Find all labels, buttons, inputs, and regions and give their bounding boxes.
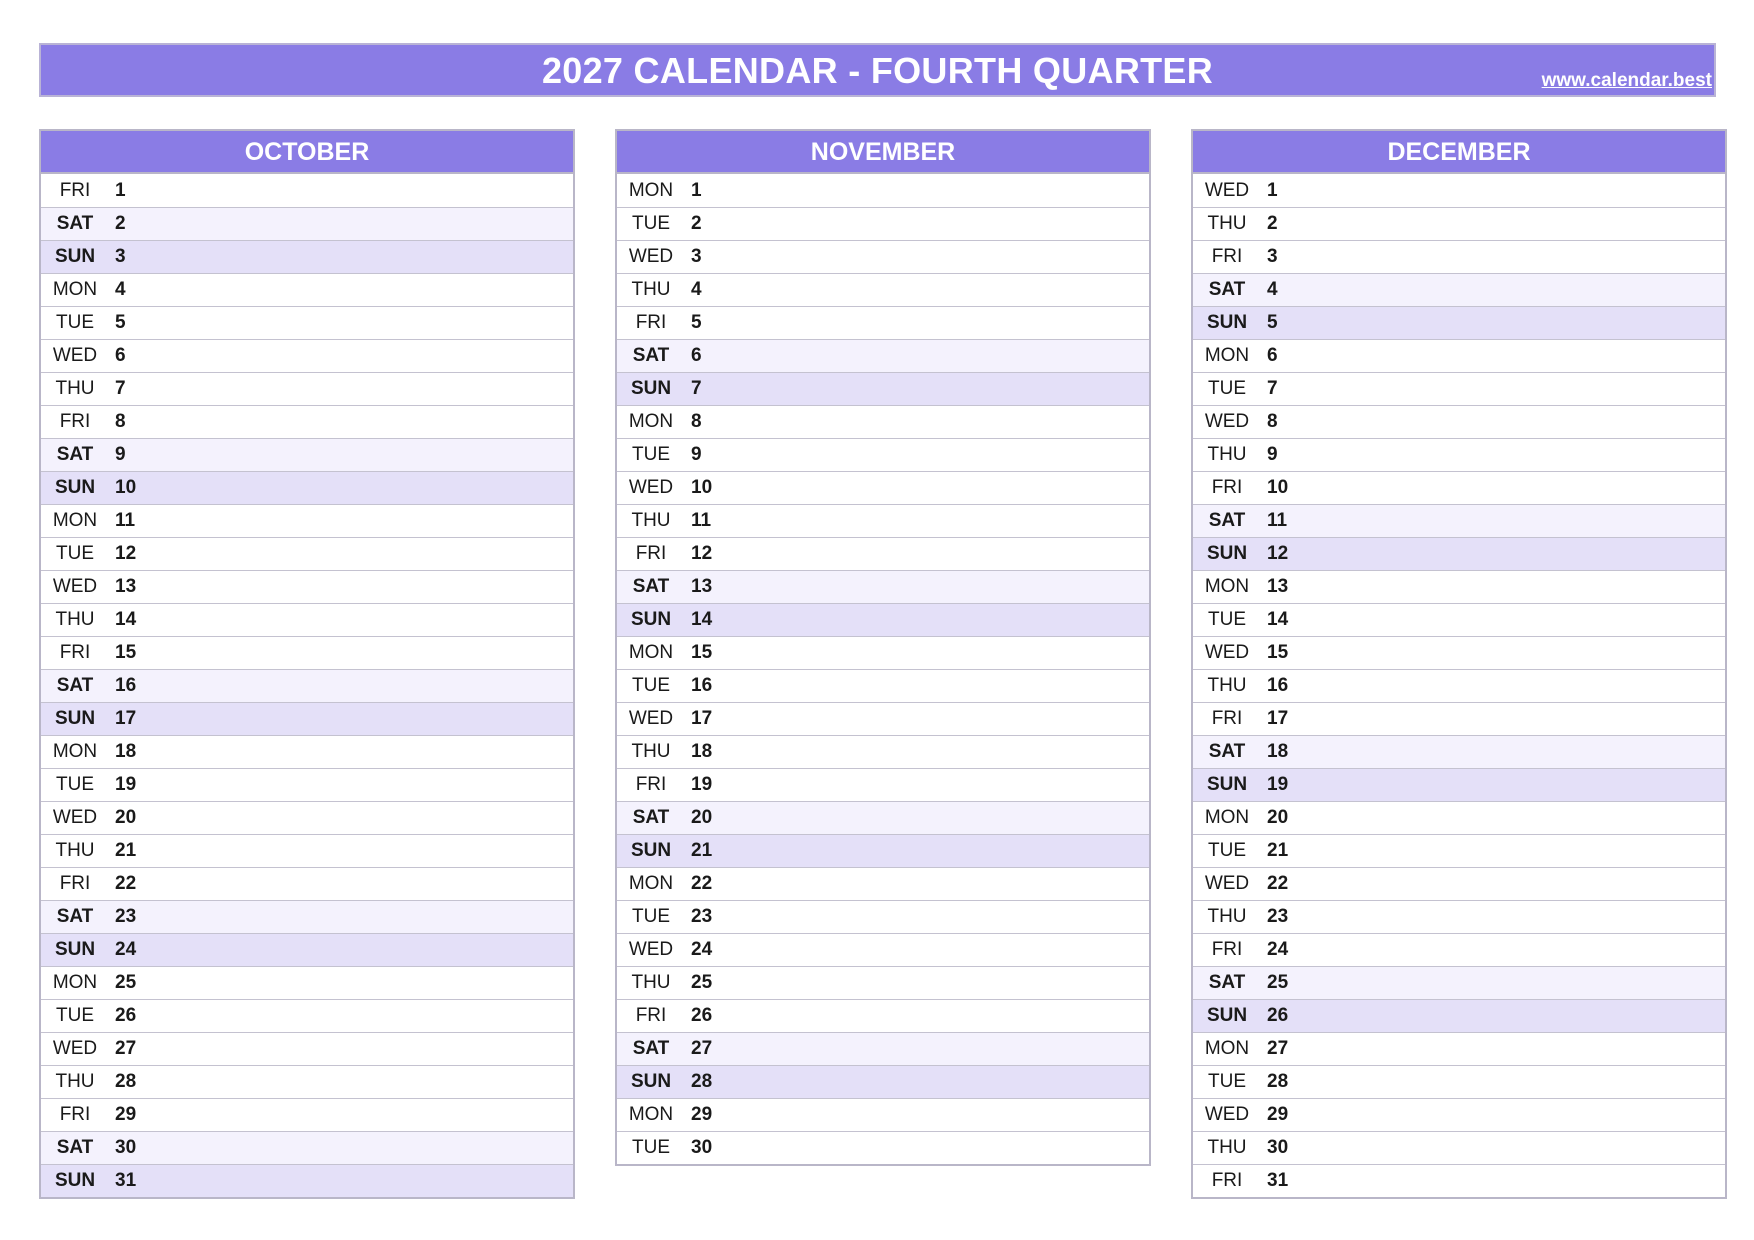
day-of-week: FRI	[1211, 477, 1243, 498]
day-row	[41, 966, 573, 999]
day-of-week: SAT	[632, 807, 670, 828]
day-number: 23	[115, 906, 137, 927]
day-number: 9	[1267, 444, 1278, 465]
day-of-week: FRI	[1211, 1170, 1243, 1191]
day-of-week: SUN	[1206, 1005, 1248, 1026]
day-number: 21	[691, 840, 713, 861]
day-row	[41, 801, 573, 834]
day-of-week: SUN	[630, 609, 672, 630]
day-number: 27	[1267, 1038, 1289, 1059]
day-of-week: SUN	[630, 1071, 672, 1092]
day-of-week: TUE	[1208, 378, 1246, 399]
day-row	[1193, 504, 1725, 537]
day-row	[617, 240, 1149, 273]
day-number: 10	[1267, 477, 1289, 498]
day-number: 30	[691, 1137, 713, 1158]
day-of-week: MON	[1204, 1038, 1250, 1059]
day-row	[41, 174, 573, 207]
month-header: OCTOBER	[41, 131, 573, 174]
day-of-week: SAT	[56, 213, 94, 234]
day-row	[1193, 1032, 1725, 1065]
day-row	[1193, 834, 1725, 867]
day-row	[41, 1131, 573, 1164]
day-of-week: WED	[628, 246, 674, 267]
day-of-week: THU	[1207, 1137, 1247, 1158]
day-row	[617, 438, 1149, 471]
day-number: 12	[115, 543, 137, 564]
day-number: 5	[1267, 312, 1278, 333]
day-of-week: MON	[628, 873, 674, 894]
day-number: 23	[691, 906, 713, 927]
website-link[interactable]: www.calendar.best	[1541, 70, 1712, 91]
month-column-october	[39, 129, 575, 1199]
day-of-week: SAT	[1208, 279, 1246, 300]
day-of-week: THU	[1207, 906, 1247, 927]
day-of-week: WED	[1204, 873, 1250, 894]
day-row	[617, 900, 1149, 933]
day-of-week: MON	[628, 179, 674, 201]
day-of-week: WED	[628, 708, 674, 729]
day-number: 30	[115, 1137, 137, 1158]
day-of-week: WED	[1204, 642, 1250, 663]
day-row	[41, 1098, 573, 1131]
day-row	[1193, 966, 1725, 999]
day-number: 8	[1267, 411, 1278, 432]
day-number: 20	[115, 807, 137, 828]
day-number: 8	[115, 411, 126, 432]
day-of-week: SAT	[632, 1038, 670, 1059]
day-number: 9	[691, 444, 702, 465]
day-of-week: TUE	[1208, 1071, 1246, 1092]
day-row	[41, 867, 573, 900]
day-row	[41, 933, 573, 966]
day-row	[1193, 702, 1725, 735]
day-list	[41, 174, 573, 1197]
day-row	[617, 405, 1149, 438]
day-row	[1193, 240, 1725, 273]
day-row	[41, 702, 573, 735]
day-of-week: SUN	[54, 939, 96, 960]
day-row	[41, 834, 573, 867]
day-number: 22	[115, 873, 137, 894]
day-of-week: MON	[52, 279, 98, 300]
day-of-week: MON	[1204, 345, 1250, 366]
day-number: 11	[1267, 510, 1288, 531]
day-row	[617, 735, 1149, 768]
day-of-week: SAT	[56, 906, 94, 927]
day-number: 6	[691, 345, 702, 366]
day-of-week: WED	[1204, 411, 1250, 432]
day-row	[1193, 636, 1725, 669]
day-number: 5	[691, 312, 702, 333]
day-of-week: TUE	[56, 1005, 94, 1026]
day-row	[617, 768, 1149, 801]
day-row	[41, 504, 573, 537]
day-number: 19	[115, 774, 137, 795]
day-number: 31	[115, 1170, 137, 1191]
day-number: 22	[1267, 873, 1289, 894]
day-number: 20	[691, 807, 713, 828]
day-row	[1193, 405, 1725, 438]
day-of-week: SAT	[56, 675, 94, 696]
day-number: 7	[691, 378, 702, 399]
month-column-december	[1191, 129, 1727, 1199]
day-number: 17	[115, 708, 137, 729]
day-number: 28	[115, 1071, 137, 1092]
day-number: 1	[1267, 179, 1278, 201]
day-number: 29	[691, 1104, 713, 1125]
day-number: 15	[115, 642, 137, 663]
day-number: 19	[691, 774, 713, 795]
day-of-week: SAT	[632, 345, 670, 366]
day-of-week: SUN	[54, 246, 96, 267]
day-row	[1193, 867, 1725, 900]
day-number: 28	[1267, 1071, 1289, 1092]
day-row	[617, 867, 1149, 900]
day-number: 5	[115, 312, 126, 333]
day-row	[41, 1032, 573, 1065]
day-row	[617, 207, 1149, 240]
day-of-week: THU	[1207, 213, 1247, 234]
day-row	[617, 471, 1149, 504]
day-row	[1193, 900, 1725, 933]
day-row	[617, 834, 1149, 867]
day-of-week: THU	[1207, 675, 1247, 696]
day-row	[1193, 801, 1725, 834]
month-header: DECEMBER	[1193, 131, 1725, 174]
day-of-week: SUN	[630, 378, 672, 399]
day-of-week: MON	[52, 510, 98, 531]
day-row	[617, 537, 1149, 570]
day-row	[1193, 735, 1725, 768]
day-of-week: THU	[55, 1071, 95, 1092]
day-number: 25	[1267, 972, 1289, 993]
day-of-week: SAT	[1208, 972, 1246, 993]
day-of-week: MON	[52, 741, 98, 762]
day-number: 29	[1267, 1104, 1289, 1125]
day-number: 31	[1267, 1170, 1289, 1191]
day-row	[41, 1065, 573, 1098]
day-row	[1193, 537, 1725, 570]
day-row	[41, 240, 573, 273]
day-of-week: SUN	[630, 840, 672, 861]
day-row	[617, 372, 1149, 405]
day-number: 26	[691, 1005, 713, 1026]
day-row	[1193, 768, 1725, 801]
day-number: 23	[1267, 906, 1289, 927]
day-row	[617, 933, 1149, 966]
day-of-week: WED	[628, 939, 674, 960]
day-number: 22	[691, 873, 713, 894]
day-list	[617, 174, 1149, 1164]
day-of-week: SUN	[1206, 543, 1248, 564]
day-of-week: MON	[628, 642, 674, 663]
day-of-week: SUN	[1206, 312, 1248, 333]
day-number: 28	[691, 1071, 713, 1092]
day-number: 24	[691, 939, 713, 960]
day-row	[1193, 1098, 1725, 1131]
day-number: 30	[1267, 1137, 1289, 1158]
day-of-week: WED	[52, 1038, 98, 1059]
day-of-week: FRI	[1211, 939, 1243, 960]
day-row	[41, 669, 573, 702]
day-row	[617, 273, 1149, 306]
day-number: 19	[1267, 774, 1289, 795]
day-row	[617, 999, 1149, 1032]
day-number: 1	[115, 179, 126, 201]
day-row	[41, 570, 573, 603]
day-number: 6	[115, 345, 126, 366]
day-of-week: FRI	[635, 312, 667, 333]
day-of-week: SUN	[54, 477, 96, 498]
day-number: 4	[691, 279, 702, 300]
day-row	[1193, 1131, 1725, 1164]
day-row	[617, 966, 1149, 999]
day-of-week: THU	[631, 741, 671, 762]
day-row	[41, 636, 573, 669]
day-number: 25	[691, 972, 713, 993]
day-list	[1193, 174, 1725, 1197]
day-row	[41, 438, 573, 471]
day-number: 2	[691, 213, 702, 234]
day-number: 10	[115, 477, 137, 498]
day-of-week: FRI	[1211, 246, 1243, 267]
day-number: 13	[1267, 576, 1289, 597]
day-number: 1	[691, 179, 702, 201]
day-row	[617, 603, 1149, 636]
month-column-november	[615, 129, 1151, 1166]
day-row	[1193, 1065, 1725, 1098]
day-row	[41, 471, 573, 504]
day-row	[1193, 273, 1725, 306]
day-of-week: THU	[631, 510, 671, 531]
day-of-week: TUE	[1208, 609, 1246, 630]
day-number: 15	[691, 642, 713, 663]
day-number: 10	[691, 477, 713, 498]
day-row	[1193, 207, 1725, 240]
day-row	[617, 702, 1149, 735]
day-row	[617, 1098, 1149, 1131]
day-number: 8	[691, 411, 702, 432]
day-number: 17	[1267, 708, 1289, 729]
day-number: 7	[1267, 378, 1278, 399]
day-number: 27	[691, 1038, 713, 1059]
day-row	[41, 306, 573, 339]
day-row	[41, 999, 573, 1032]
day-of-week: FRI	[59, 411, 91, 432]
day-number: 13	[115, 576, 137, 597]
page-title: 2027 CALENDAR - FOURTH QUARTER	[541, 50, 1214, 91]
day-number: 2	[115, 213, 126, 234]
day-of-week: THU	[1207, 444, 1247, 465]
day-of-week: FRI	[635, 774, 667, 795]
day-of-week: TUE	[632, 444, 670, 465]
day-number: 24	[115, 939, 137, 960]
day-number: 3	[115, 246, 126, 267]
day-of-week: TUE	[1208, 840, 1246, 861]
day-of-week: MON	[1204, 807, 1250, 828]
day-number: 27	[115, 1038, 137, 1059]
day-of-week: MON	[1204, 576, 1250, 597]
day-number: 20	[1267, 807, 1289, 828]
day-of-week: WED	[628, 477, 674, 498]
day-number: 3	[691, 246, 702, 267]
day-row	[617, 801, 1149, 834]
day-row	[1193, 471, 1725, 504]
day-number: 25	[115, 972, 137, 993]
day-of-week: SAT	[1208, 510, 1246, 531]
day-row	[617, 1131, 1149, 1164]
day-number: 13	[691, 576, 713, 597]
title-banner	[39, 43, 1716, 97]
day-row	[1193, 339, 1725, 372]
day-number: 11	[691, 510, 712, 531]
day-of-week: MON	[628, 1104, 674, 1125]
day-of-week: FRI	[59, 642, 91, 663]
day-row	[1193, 438, 1725, 471]
day-row	[41, 372, 573, 405]
day-number: 14	[1267, 609, 1289, 630]
day-of-week: MON	[52, 972, 98, 993]
day-of-week: FRI	[635, 543, 667, 564]
day-number: 14	[115, 609, 137, 630]
day-row	[41, 735, 573, 768]
day-number: 26	[1267, 1005, 1289, 1026]
day-of-week: THU	[631, 279, 671, 300]
day-number: 4	[115, 279, 126, 300]
day-number: 11	[115, 510, 136, 531]
day-row	[1193, 1164, 1725, 1197]
day-row	[617, 306, 1149, 339]
day-of-week: THU	[631, 972, 671, 993]
day-row	[617, 1065, 1149, 1098]
day-of-week: WED	[1204, 179, 1250, 201]
day-of-week: SUN	[54, 708, 96, 729]
day-row	[41, 603, 573, 636]
day-number: 12	[1267, 543, 1289, 564]
day-row	[1193, 999, 1725, 1032]
day-row	[41, 900, 573, 933]
day-number: 16	[115, 675, 137, 696]
day-of-week: SAT	[1208, 741, 1246, 762]
day-of-week: FRI	[59, 1104, 91, 1125]
day-row	[617, 339, 1149, 372]
day-number: 18	[115, 741, 137, 762]
day-of-week: FRI	[1211, 708, 1243, 729]
day-row	[1193, 603, 1725, 636]
day-of-week: TUE	[632, 906, 670, 927]
day-row	[41, 537, 573, 570]
day-row	[41, 1164, 573, 1197]
day-number: 3	[1267, 246, 1278, 267]
day-of-week: THU	[55, 840, 95, 861]
day-number: 26	[115, 1005, 137, 1026]
day-row	[1193, 174, 1725, 207]
day-number: 18	[1267, 741, 1289, 762]
day-of-week: WED	[52, 345, 98, 366]
day-number: 21	[115, 840, 137, 861]
day-number: 18	[691, 741, 713, 762]
day-row	[41, 207, 573, 240]
day-row	[617, 504, 1149, 537]
day-number: 14	[691, 609, 713, 630]
day-number: 2	[1267, 213, 1278, 234]
day-of-week: SAT	[56, 444, 94, 465]
day-of-week: WED	[52, 807, 98, 828]
day-row	[1193, 306, 1725, 339]
day-number: 21	[1267, 840, 1289, 861]
day-row	[617, 636, 1149, 669]
day-row	[617, 669, 1149, 702]
day-number: 9	[115, 444, 126, 465]
day-number: 24	[1267, 939, 1289, 960]
day-of-week: TUE	[56, 312, 94, 333]
day-row	[41, 339, 573, 372]
day-of-week: TUE	[56, 774, 94, 795]
day-number: 29	[115, 1104, 137, 1125]
day-of-week: MON	[628, 411, 674, 432]
day-number: 7	[115, 378, 126, 399]
day-of-week: SAT	[632, 576, 670, 597]
day-row	[41, 405, 573, 438]
day-row	[41, 768, 573, 801]
day-row	[1193, 669, 1725, 702]
day-number: 4	[1267, 279, 1278, 300]
day-of-week: FRI	[59, 873, 91, 894]
day-of-week: TUE	[632, 1137, 670, 1158]
day-number: 12	[691, 543, 713, 564]
day-of-week: FRI	[59, 179, 91, 201]
day-row	[1193, 933, 1725, 966]
day-of-week: SUN	[1206, 774, 1248, 795]
day-row	[1193, 372, 1725, 405]
day-of-week: THU	[55, 609, 95, 630]
day-of-week: THU	[55, 378, 95, 399]
day-of-week: SUN	[54, 1170, 96, 1191]
day-of-week: TUE	[56, 543, 94, 564]
day-row	[1193, 570, 1725, 603]
day-row	[617, 174, 1149, 207]
day-of-week: SAT	[56, 1137, 94, 1158]
day-number: 16	[1267, 675, 1289, 696]
day-number: 17	[691, 708, 713, 729]
day-of-week: TUE	[632, 213, 670, 234]
day-row	[617, 1032, 1149, 1065]
day-of-week: TUE	[632, 675, 670, 696]
day-row	[41, 273, 573, 306]
month-header: NOVEMBER	[617, 131, 1149, 174]
day-number: 6	[1267, 345, 1278, 366]
day-number: 15	[1267, 642, 1289, 663]
day-of-week: FRI	[635, 1005, 667, 1026]
day-of-week: WED	[1204, 1104, 1250, 1125]
day-number: 16	[691, 675, 713, 696]
day-of-week: WED	[52, 576, 98, 597]
day-row	[617, 570, 1149, 603]
